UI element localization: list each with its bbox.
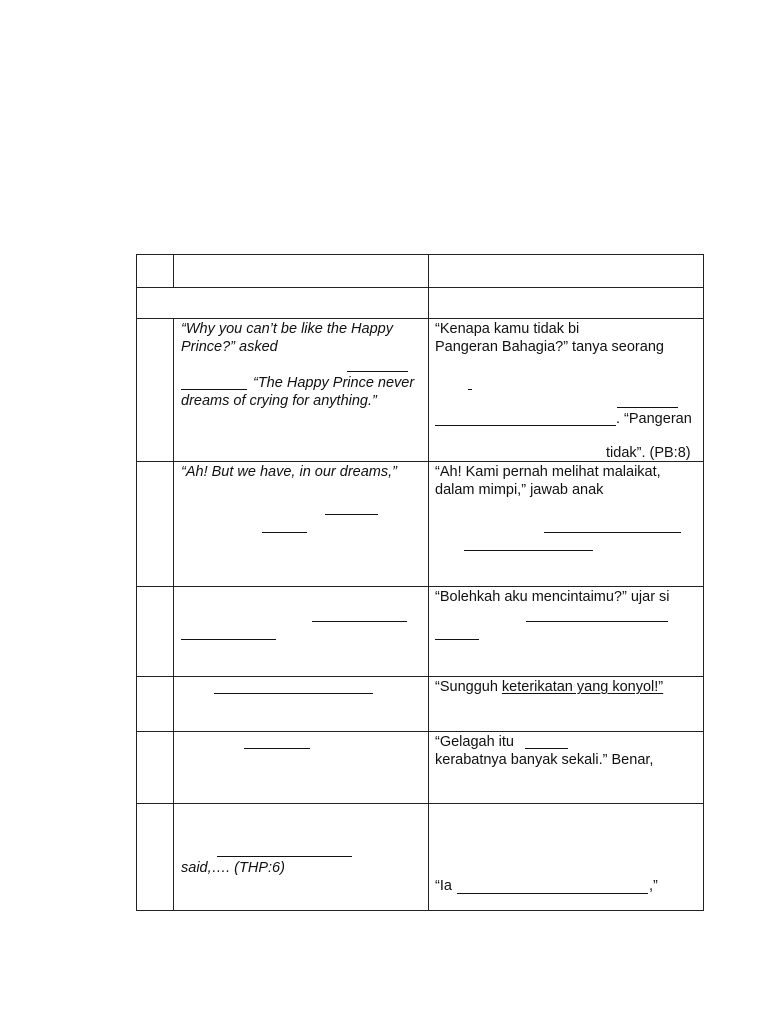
- blank-line: [457, 893, 648, 894]
- blank-line: [464, 550, 593, 551]
- row-divider: [137, 287, 703, 288]
- blank-line: [181, 389, 247, 390]
- blank-line: [244, 748, 310, 749]
- row-7-target-cell: [429, 732, 704, 803]
- target-text: tidak”. (PB:8): [606, 445, 691, 461]
- target-text: . “Pangeran: [616, 411, 692, 427]
- blank-line: [181, 639, 276, 640]
- source-text: “Why you can’t be like the Happy: [181, 321, 393, 337]
- blank-line: [347, 371, 408, 372]
- target-text: Pangeran Bahagia?” tanya seorang: [435, 339, 664, 355]
- row-3-target-cell: [429, 319, 704, 461]
- target-text: “Kenapa kamu tidak bi: [435, 321, 580, 337]
- blank-line: [312, 621, 407, 622]
- column-divider: [173, 255, 174, 287]
- target-text: ,”: [649, 878, 658, 894]
- blank-line: [325, 514, 378, 515]
- row-6-target-cell: [429, 677, 704, 731]
- blank-line: [214, 693, 373, 694]
- blank-line: [435, 425, 616, 426]
- row-8-source-cell: [174, 804, 428, 911]
- target-text: “Ia: [435, 878, 452, 894]
- blank-line: [468, 389, 472, 390]
- target-text: dalam mimpi,” jawab anak: [435, 482, 604, 498]
- target-text: [435, 678, 663, 696]
- blank-line: [617, 407, 678, 408]
- row-5-target-cell: [429, 587, 704, 676]
- row-8-target-cell: [429, 804, 704, 911]
- source-text: dreams of crying for anything.”: [181, 393, 377, 409]
- row-7-source-cell: [174, 732, 428, 803]
- blank-line: [525, 748, 568, 749]
- target-text: kerabatnya banyak sekali.” Benar,: [435, 752, 654, 768]
- target-text: “Ah! Kami pernah melihat malaikat,: [435, 464, 661, 480]
- blank-line: [262, 532, 307, 533]
- underlined-phrase: keterikatan yang konyol!”: [501, 679, 664, 695]
- blank-line: [544, 532, 681, 533]
- target-text: “Gelagah itu: [435, 734, 514, 750]
- target-text-prefix: “Sungguh: [435, 679, 502, 695]
- source-text: Prince?” asked: [181, 339, 278, 355]
- row-6-source-cell: [174, 677, 428, 731]
- blank-line: [217, 856, 352, 857]
- row-4-source-cell: [174, 462, 428, 586]
- source-text: “The Happy Prince never: [253, 375, 415, 391]
- row-3-source-cell: [174, 319, 428, 461]
- row-5-source-cell: [174, 587, 428, 676]
- blank-line: [435, 639, 479, 640]
- target-text: “Bolehkah aku mencintaimu?” ujar si: [435, 589, 670, 605]
- source-text: “Ah! But we have, in our dreams,”: [181, 464, 397, 480]
- source-text: said,…. (THP:6): [181, 860, 285, 876]
- translation-table: [136, 254, 704, 911]
- row-4-target-cell: [429, 462, 704, 586]
- blank-line: [526, 621, 668, 622]
